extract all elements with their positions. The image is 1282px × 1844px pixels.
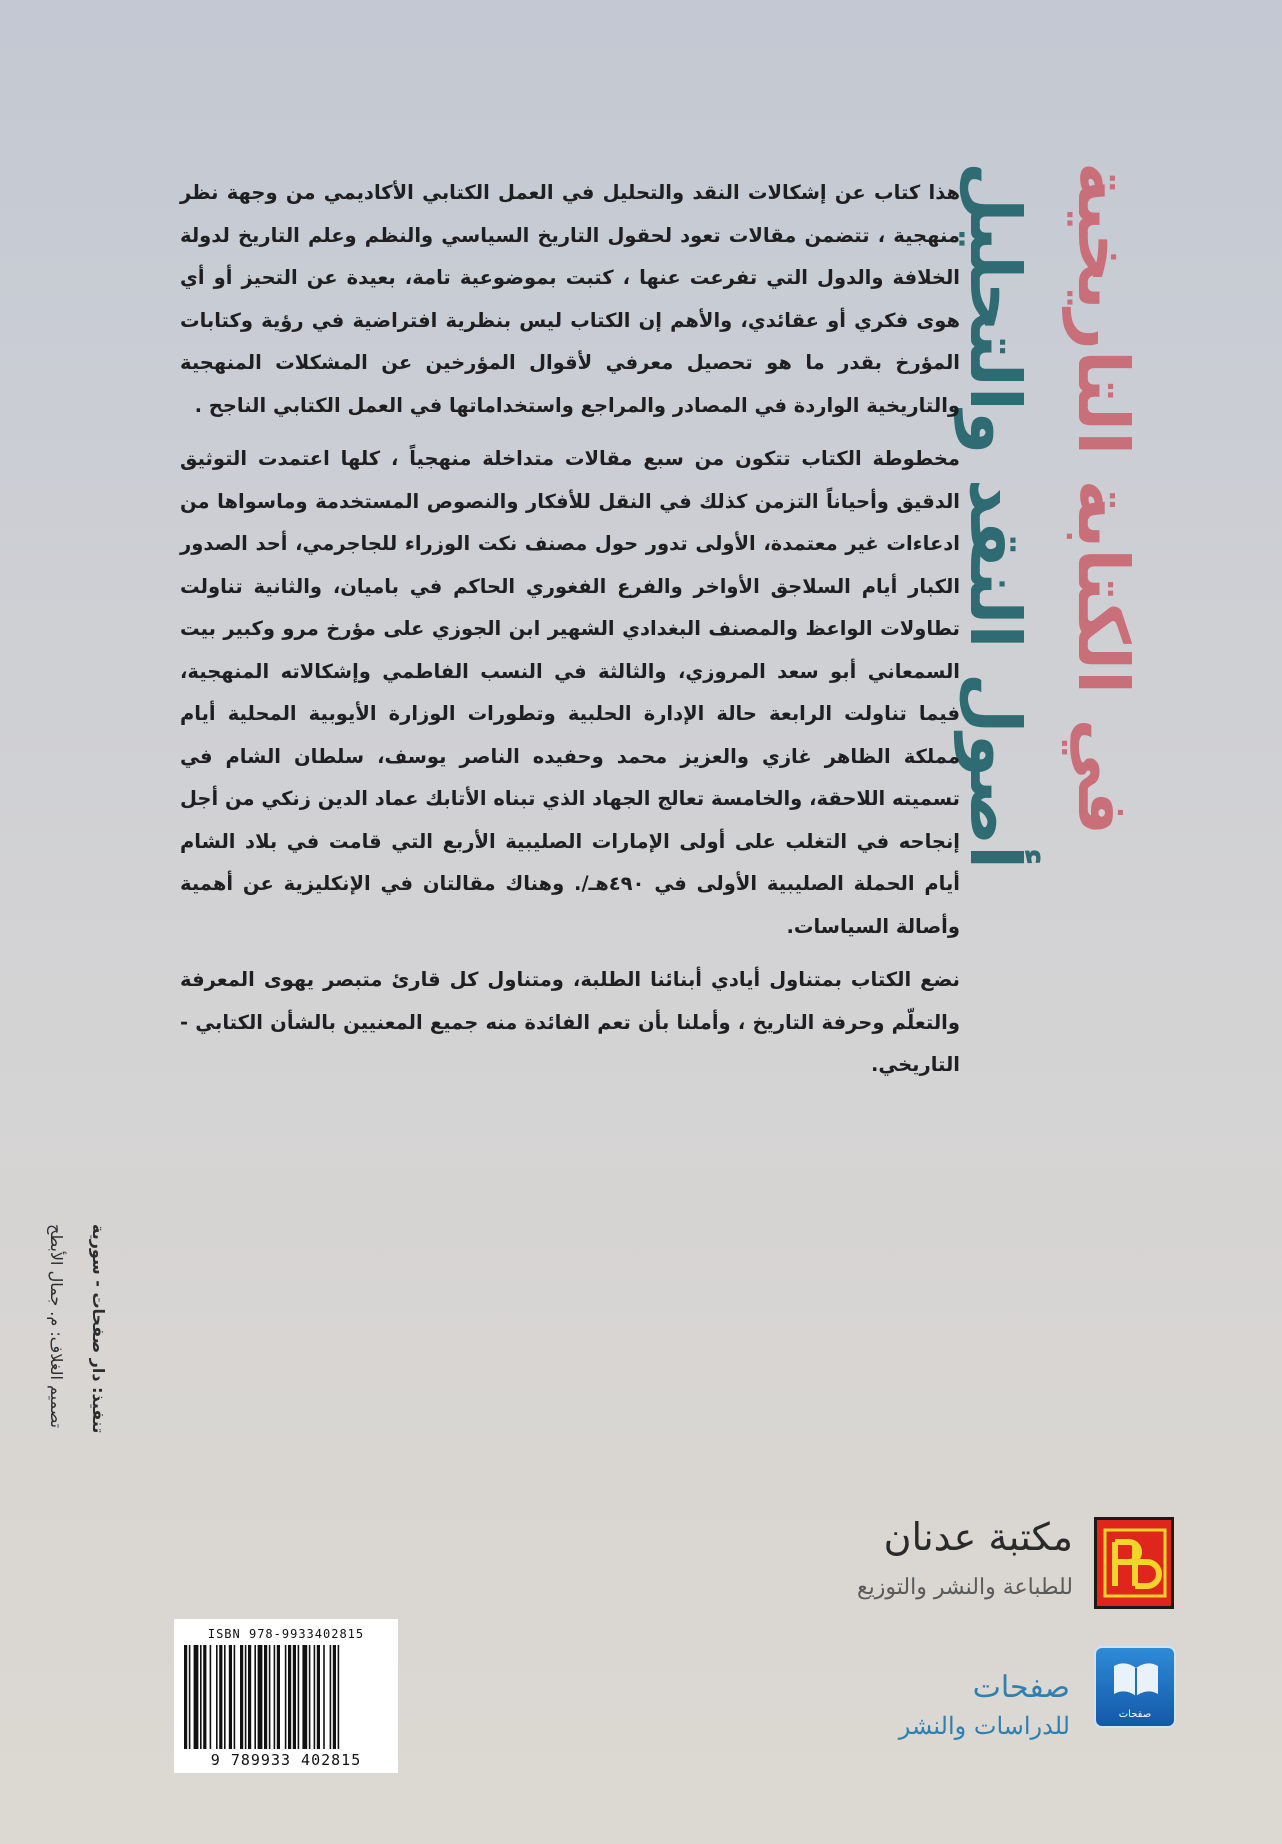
isbn-label: ISBN 978-9933402815 bbox=[207, 1627, 365, 1641]
book-title-line1: أصول النقد والتحليل bbox=[954, 162, 1036, 870]
blurb-paragraph-3: نضع الكتاب بمتناول أيادي أبنائنا الطلبة، ومتناول كل قارئ متبصر يهوى المعرفة والتعلّم وحرفة التاريخ ، وأملنا بأن تعم الفائدة منه جميع المعنيين بالشأن الكتابي - التاريخي. bbox=[180, 968, 960, 1076]
blurb-paragraph-1: هذا كتاب عن إشكالات النقد والتحليل في العمل الكتابي الأكاديمي من وجهة نظر منهجية ، تتضمن مقالات تعود لحقول التاريخ السياسي والنظم وعلم التاريخ لدولة الخلافة والدول التي تفرعت عنها ، كتبت بموضوعية تامة، بعيدة عن التحيز أو أي هوى فكري أو عقائدي، والأهم إن الكتاب ليس بنظرية افتراضية في رؤية وكتابات المؤرخ بقدر ما هو تحصيل معرفي لأقوال المؤرخين عن المشكلات المنهجية والتاريخية الواردة في المصادر والمراجع واستخداماتها في العمل الكتابي الناجح . bbox=[180, 181, 960, 417]
execution-credit: تنفيذ: دار صفحات - سورية bbox=[89, 1224, 108, 1434]
adnan-logo-icon bbox=[1094, 1517, 1174, 1609]
barcode-digits: 9 789933 402815 bbox=[210, 1751, 362, 1769]
back-cover-blurb bbox=[180, 172, 960, 1098]
cover-design-credit: تصميم الغلاف: م. جمال الأبطح bbox=[47, 1224, 66, 1429]
isbn-barcode bbox=[174, 1619, 398, 1773]
safahat-logo-label: صفحات bbox=[1118, 1709, 1152, 1720]
book-title-line2: في الكتابة التاريخية bbox=[1062, 162, 1144, 836]
blurb-paragraph-2: مخطوطة الكتاب تتكون من سبع مقالات متداخلة منهجياً ، كلها اعتمدت التوثيق الدقيق وأحياناً التزمن كذلك في النقل للأفكار والنصوص المستخدمة وماسواها من ادعاءات غير معتمدة، الأولى تدور حول مصنف نكت الوزراء للجاجرمي، أحد الصدور الكبار أيام السلاجق الأواخر والفرع الفغوري الحاكم في باميان، والثانية تناولت تطاولات الواعظ والمصنف البغدادي الشهير ابن الجوزي على مؤرخ مرو وكبير بيت السمعاني أبو سعد المروزي، والثالثة في النسب الفاطمي وإشكالاته المنهجية، فيما تناولت الرابعة حالة الإدارة الحلبية وتطورات الوزارة الأيوبية المحلية أيام مملكة الظاهر غازي والعزيز محمد وحفيده الناصر يوسف، سلطان الشام في تسميته اللاحقة، والخامسة تعالج الجهاد الذي تبناه الأتابك عماد الدين زنكي من أجل إنجاحه في التغلب على أولى الإمارات الصليبية الأربع التي قامت في بلاد الشام أيام الحملة الصليبية الأولى في ٤٩٠هـ/. وهناك مقالتان في الإنكليزية عن أهمية وأصالة السياسات. bbox=[180, 447, 960, 938]
safahat-publisher-subtitle: للدراسات والنشر bbox=[898, 1712, 1070, 1740]
safahat-publisher-name: صفحات bbox=[972, 1670, 1070, 1705]
barcode-bars bbox=[184, 1645, 388, 1749]
safahat-logo-icon bbox=[1094, 1646, 1176, 1728]
adnan-publisher-subtitle: للطباعة والنشر والتوزيع bbox=[856, 1575, 1073, 1600]
adnan-publisher-name: مكتبة عدنان bbox=[883, 1515, 1073, 1559]
